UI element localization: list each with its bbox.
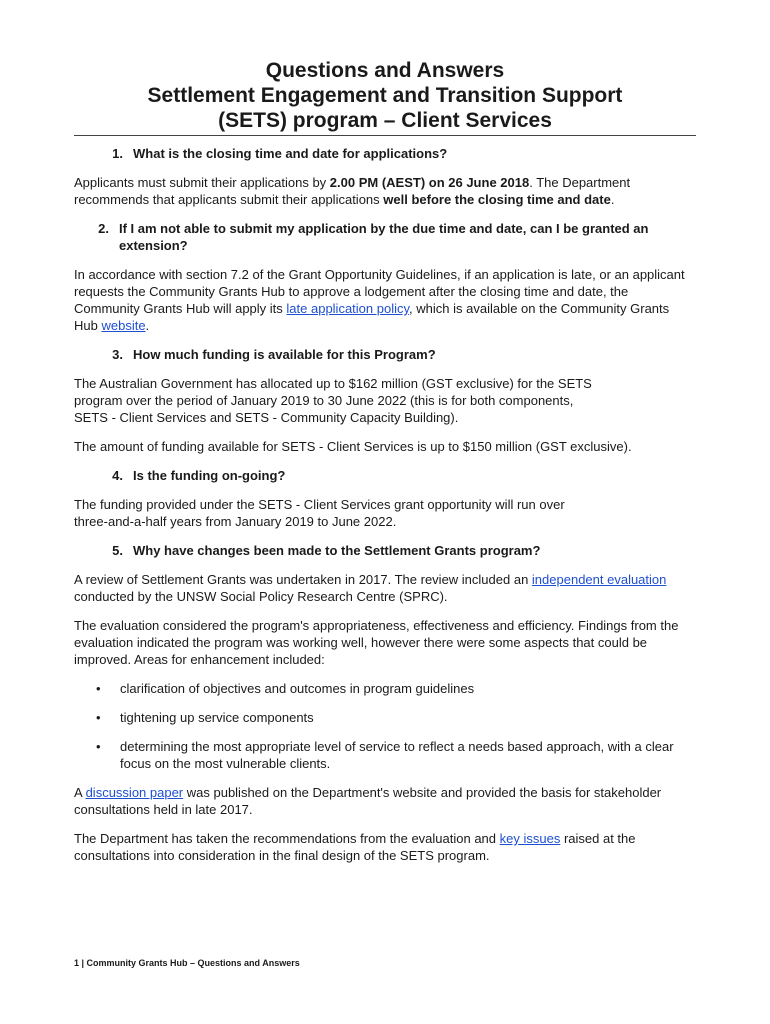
answer-5-discussion [74,784,696,818]
bullet-icon: • [96,710,101,725]
question-text: Is the funding on-going? [133,468,286,483]
answer-5-recommendations [74,830,696,864]
answer-text: raised at the consultations into consideration in the final design of the SETS program. [74,831,636,863]
answer-1 [74,174,696,208]
answer-line: three-and-a-half years from January 2019 to June 2022. [74,514,397,529]
page-footer: 1 | Community Grants Hub – Questions and Answers [74,958,300,968]
answer-line: SETS - Client Services and SETS - Community Capacity Building). [74,410,459,425]
answer-text: A [74,785,86,800]
answer-text: . The Department recommends that applicants submit their applications [74,175,631,207]
qa-content [74,145,696,876]
discussion-paper-link[interactable]: discussion paper [85,785,184,800]
list-item [74,680,696,697]
answer-5-evaluation: The evaluation considered the program's appropriateness, effectiveness and efficiency. Findings from the evaluation indicated the program was working well, however there were some aspects that could be improved. Areas for enhancement included: [74,618,679,667]
answer-4 [74,496,696,530]
question-text: What is the closing time and date for applications? [133,146,448,161]
answer-text: . [145,318,150,333]
answer-3 [74,375,696,426]
question-number: 3. [112,347,123,362]
question-number: 2. [98,221,109,236]
answer-text: The Department has taken the recommendations from the evaluation and [74,831,500,846]
title-line-2: Settlement Engagement and Transition Support [147,84,623,107]
answer-5-review [74,571,696,605]
bullet-icon: • [96,739,101,754]
answer-line: The funding provided under the SETS - Client Services grant opportunity will run over [74,497,565,512]
list-item-text: determining the most appropriate level of service to reflect a needs based approach, with a clear focus on the most vulnerable clients. [120,739,674,771]
question-text: How much funding is available for this Program? [133,347,436,362]
enhancement-list [74,680,696,772]
key-issues-link[interactable]: key issues [499,831,561,846]
question-number: 5. [112,543,123,558]
answer-text: , which is available on the Community Grants Hub [74,301,670,333]
answer-text: A review of Settlement Grants was undertaken in 2017. The review included an [74,572,532,587]
question-3 [74,346,696,363]
website-link[interactable]: website [101,318,146,333]
question-text: Why have changes been made to the Settlement Grants program? [133,543,541,558]
answer-3-funding: The amount of funding available for SETS - Client Services is up to $150 million (GST exclusive). [74,439,632,454]
list-item-text: tightening up service components [120,710,314,725]
answer-text: conducted by the UNSW Social Policy Research Centre (SPRC). [74,589,448,604]
answer-2 [74,266,696,334]
list-item [74,709,696,726]
question-4 [74,467,696,484]
question-2 [74,220,696,254]
list-item [74,738,696,772]
title-line-1: Questions and Answers [265,59,505,82]
deadline-emphasis: well before the closing time and date [383,192,611,207]
page-title [74,58,696,136]
question-number: 4. [112,468,123,483]
late-application-policy-link[interactable]: late application policy [286,301,410,316]
independent-evaluation-link[interactable]: independent evaluation [531,572,667,587]
answer-text: In accordance with section 7.2 of the Grant Opportunity Guidelines, if an application is late, or an applicant requests the Community Grants Hub to approve a lodgement after the closing time and date, the Community Grants Hub will apply its [74,267,685,316]
answer-line: program over the period of January 2019 to 30 June 2022 (this is for both components, [74,393,574,408]
question-number: 1. [112,146,123,161]
title-line-3: (SETS) program – Client Services [218,109,552,132]
question-text: If I am not able to submit my application by the due time and date, can I be granted an extension? [119,221,649,253]
question-1 [74,145,696,162]
answer-text: Applicants must submit their applications by [74,175,330,190]
bullet-icon: • [96,681,101,696]
list-item-text: clarification of objectives and outcomes in program guidelines [120,681,475,696]
answer-text: was published on the Department's website and provided the basis for stakeholder consultations held in late 2017. [74,785,662,817]
answer-text: . [610,192,615,207]
question-5 [74,542,696,559]
closing-date-emphasis: 2.00 PM (AEST) on 26 June 2018 [329,175,530,190]
answer-line: The Australian Government has allocated up to $162 million (GST exclusive) for the SETS [74,376,592,391]
